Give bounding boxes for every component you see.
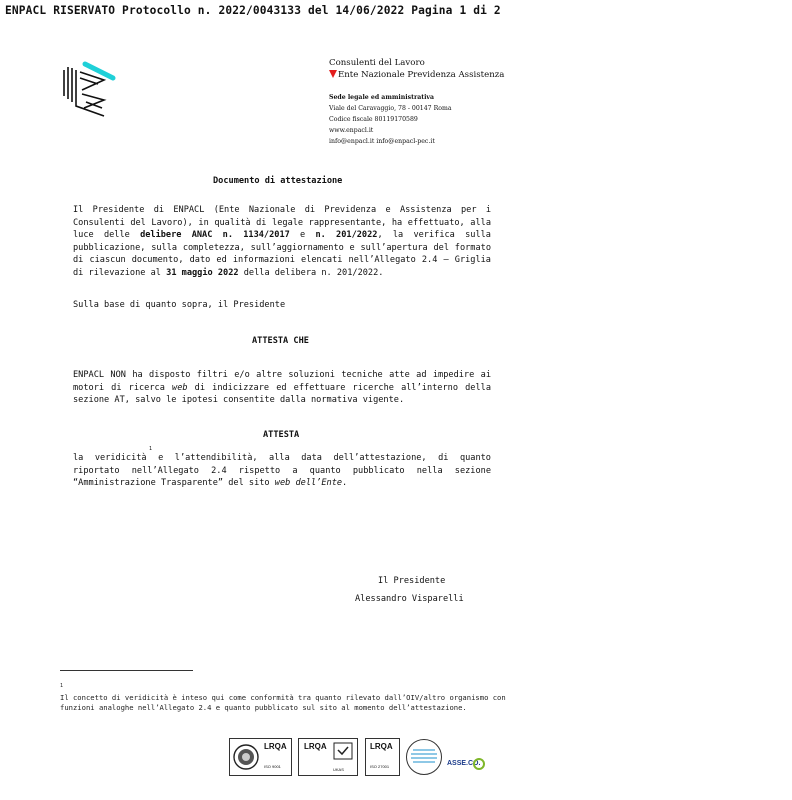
org-subtitle: Ente Nazionale Previdenza Assistenza xyxy=(338,70,505,80)
org-subtitle-row xyxy=(329,69,504,82)
delibera-201: n. 201/2022 xyxy=(315,230,378,241)
org-contacts xyxy=(329,92,504,147)
lrqa-badge-1: LRQA ISO 9001 xyxy=(229,738,292,776)
delibera-1134: delibere ANAC n. 1134/2017 xyxy=(140,230,290,241)
ente-badge-icon xyxy=(405,738,443,776)
triangle-icon xyxy=(329,70,337,78)
org-name: Consulenti del Lavoro xyxy=(329,58,425,68)
signature-name: Alessandro Visparelli xyxy=(355,594,464,604)
office-label: Sede legale ed amministrativa xyxy=(329,94,435,101)
footnote-ref: 1 xyxy=(149,446,153,452)
tax-code: Codice fiscale 80119170589 xyxy=(329,116,418,124)
intro-paragraph: Il Presidente di ENPACL (Ente Nazionale di Previdenza e Assistenza per i Consulenti del Lavoro), in qualità di legale rappresentante, ha effettuato, alla luce delle delibere ANAC n. 1134/2017 e n. 201/2022, la verifica sulla pubblicazione, sulla completezza, sull’aggiornamento e sull’apertura del formato di ciascun documento, dato ed informazioni elencati nell’Allegato 2.4 – Griglia di rilevazione al 31 maggio 2022 della delibera n. 201/2022. xyxy=(73,205,491,278)
protocol-stamp: ENPACL RISERVATO Protocollo n. 2022/0043133 del 14/06/2022 Pagina 1 di 2 xyxy=(5,4,501,17)
footnote-divider xyxy=(60,670,193,671)
enpacl-logo-icon xyxy=(58,58,120,122)
statement-veridicity: la veridicità e l’attendibilità, alla data dell’attestazione, di quanto riportato nell’Allegato 2.4 rispetto a quanto pubblicato nella sezione “Amministrazione Trasparente” del sito web dell’Ente. xyxy=(73,453,491,489)
ukas-icon xyxy=(333,742,353,766)
footnote xyxy=(60,682,508,713)
email-links[interactable]: info@enpacl.it info@enpacl-pec.it xyxy=(329,138,435,146)
letterhead xyxy=(329,58,504,147)
statement-filters: ENPACL NON ha disposto filtri e/o altre soluzioni tecniche atte ad impedire ai motori di ricerca web di indicizzare ed effettuare ricerche all’interno della sezione AT, salvo le ipotesi consentite dalla normativa vigente. xyxy=(73,370,491,406)
signature-role: Il Presidente xyxy=(378,576,446,586)
asseco-logo: ASSE.CO. xyxy=(447,760,481,767)
survey-date: 31 maggio 2022 xyxy=(166,267,239,278)
lrqa-badge-2: LRQA UKAS xyxy=(298,738,358,776)
document-title: Documento di attestazione xyxy=(213,176,343,186)
seal-icon xyxy=(233,743,259,771)
footnote-text: Il concetto di veridicità è inteso qui come conformità tra quanto rilevato dall’OIV/altro organismo con funzioni analoghe nell’Allegato 2.4 e quanto pubblicato sul sito al momento dell’attestazione. xyxy=(60,693,506,712)
asseco-icon xyxy=(471,758,487,770)
footnote-number: 1 xyxy=(60,683,64,689)
basis-line: Sulla base di quanto sopra, il Presidente xyxy=(73,300,286,310)
heading-attesta: ATTESTA xyxy=(263,430,300,440)
address: Viale del Caravaggio, 78 - 00147 Roma xyxy=(329,105,452,113)
heading-attesta-che: ATTESTA CHE xyxy=(252,336,309,346)
lrqa-badge-3: LRQA ISO 27001 xyxy=(365,738,400,776)
website-link[interactable]: www.enpacl.it xyxy=(329,127,374,135)
